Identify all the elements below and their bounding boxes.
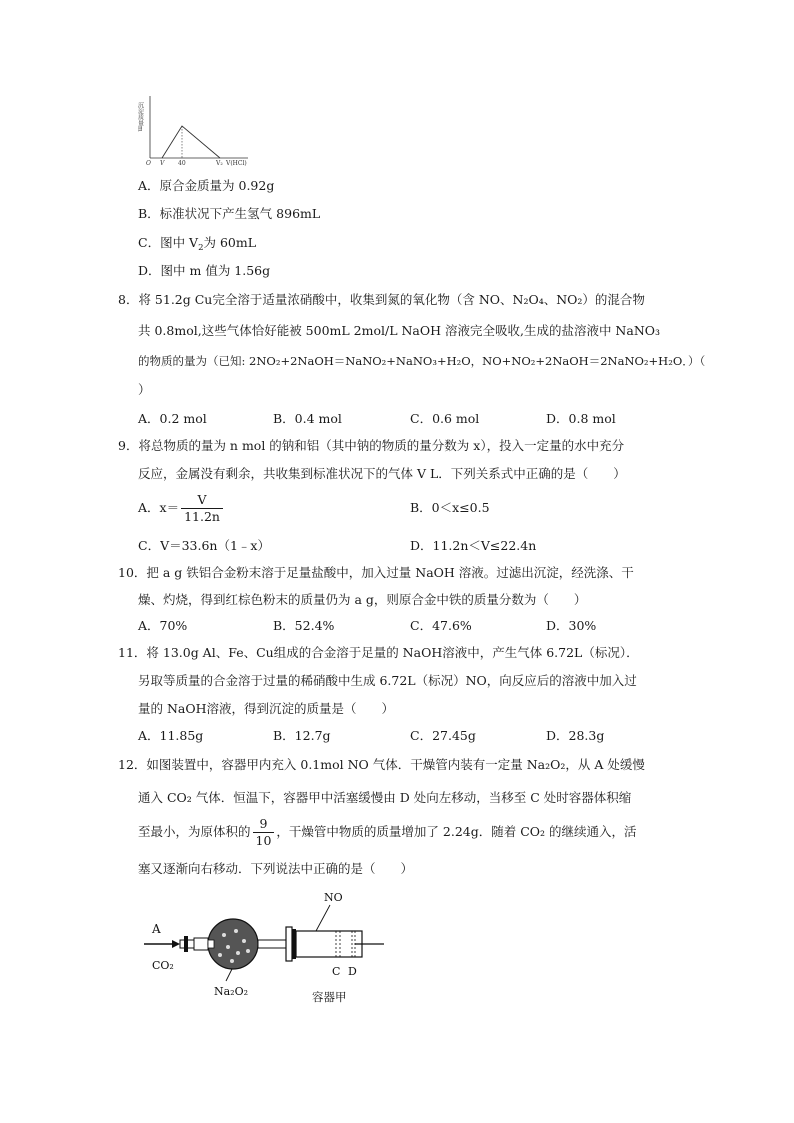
q7-option-c-sub: 2: [198, 243, 204, 253]
q12-fraction-num: 9: [253, 816, 275, 833]
q9-fraction-den: 11.2n: [184, 509, 220, 524]
q10-option-b: B．52.4%: [273, 618, 335, 633]
q11-option-a: A．11.85g: [138, 728, 204, 743]
graph-x-label: V(HCl): [226, 160, 247, 167]
q8-option-a: A．0.2 mol: [138, 411, 207, 426]
q9-option-d: D．11.2n＜V≤22.4n: [410, 538, 537, 553]
apparatus-label-no: NO: [324, 891, 343, 904]
q10-option-c: C．47.6%: [410, 618, 472, 633]
precipitate-graph: [138, 92, 258, 168]
q11-option-d: D．28.3g: [546, 728, 605, 743]
q8-line-4: ）: [138, 382, 151, 397]
graph-tick-v: V: [160, 160, 165, 167]
q7-option-a: A．原合金质量为 0.92g: [138, 178, 275, 193]
q11-option-b: B．12.7g: [273, 728, 331, 743]
q7-option-d: D．图中 m 值为 1.56g: [138, 263, 271, 278]
q7-option-c-pre: C．图中 V: [138, 235, 199, 250]
q9-option-a: [138, 490, 225, 526]
apparatus-caption: 容器甲: [312, 990, 347, 1004]
q12-fraction: [253, 816, 275, 849]
q8-line-3: 的物质的量为（已知: 2NO₂+2NaOH＝NaNO₂+NaNO₃+H₂O，NO+NO₂+2NaOH＝2NaNO₂+H₂O．）（: [138, 354, 706, 368]
q11-line-3: 量的 NaOH溶液，得到沉淀的质量是（ ）: [138, 701, 395, 716]
graph-origin: O: [146, 160, 151, 167]
inlet-arrow: [172, 940, 180, 948]
q11-line-2: 另取等质量的合金溶于过量的稀硝酸中生成 6.72L（标况）NO，向反应后的溶液中加入过: [138, 673, 637, 688]
graph-tick-40: 40: [178, 160, 186, 167]
q10-line-1: 10．把 a g 铁铝合金粉末溶于足量盐酸中，加入过量 NaOH 溶液。过滤出沉淀，经洗涤、干: [118, 565, 634, 580]
q9-line-2: 反应，金属没有剩余，共收集到标准状况下的气体 V L．下列关系式中正确的是（ ）: [138, 466, 626, 481]
apparatus-label-d: D: [348, 965, 357, 978]
graph-y-label: 沉淀质量m: [136, 102, 144, 132]
q12-line-2: 通入 CO₂ 气体．恒温下，容器甲中活塞缓慢由 D 处向左移动，当移至 C 处时容器体积缩: [138, 790, 632, 805]
q11-line-1: 11．将 13.0g Al、Fe、Cu组成的合金溶于足量的 NaOH溶液中，产生气体 6.72L（标况）．: [118, 645, 639, 660]
apparatus-label-co2: CO₂: [152, 959, 174, 972]
apparatus-label-na2o2: Na₂O₂: [214, 985, 249, 998]
q10-option-d: D．30%: [546, 618, 597, 633]
q7-option-c: [138, 234, 256, 252]
q8-line-2: 共 0.8mol,这些气体恰好能被 500mL 2mol/L NaOH 溶液完全吸收,生成的盐溶液中 NaNO₃: [138, 323, 661, 338]
q12-line-4: 塞又逐渐向右移动．下列说法中正确的是（ ）: [138, 861, 414, 876]
q12-line-3-post: ，干燥管中物质的质量增加了 2.24g．随着 CO₂ 的继续通入，活: [276, 824, 637, 839]
q9-line-1: 9．将总物质的量为 n mol 的钠和铝（其中钠的物质的量分数为 x），投入一定量的水中充分: [118, 438, 625, 453]
q12-line-3-pre: 至最小，为原体积的: [138, 824, 251, 839]
apparatus-diagram: [140, 885, 400, 1010]
q12-line-1: 12．如图装置中，容器甲内充入 0.1mol NO 气体．干燥管内装有一定量 Na₂O₂，从 A 处缓慢: [118, 757, 645, 772]
q12-fraction-den: 10: [255, 833, 272, 848]
q9-option-a-pre: A．x＝: [138, 500, 180, 515]
apparatus-label-c: C: [332, 965, 341, 978]
q8-option-c: C．0.6 mol: [410, 411, 480, 426]
q10-option-a: A．70%: [138, 618, 188, 633]
q8-option-d: D．0.8 mol: [546, 411, 616, 426]
q11-option-c: C．27.45g: [410, 728, 476, 743]
q8-line-1: 8．将 51.2g Cu完全溶于适量浓硝酸中，收集到氮的氧化物（含 NO、N₂O₄、NO₂）的混合物: [118, 292, 645, 307]
graph-tick-v2: V₂: [216, 160, 223, 167]
q8-option-b: B．0.4 mol: [273, 411, 342, 426]
q9-option-b: B．0＜x≤0.5: [410, 500, 490, 515]
q10-line-2: 燥、灼烧，得到红棕色粉末的质量仍为 a g，则原合金中铁的质量分数为（ ）: [138, 592, 587, 607]
q9-option-c: C．V＝33.6n（1﹣x）: [138, 538, 270, 553]
apparatus-label-a: A: [152, 922, 161, 936]
q9-fraction: [181, 492, 223, 525]
graph-curve: [162, 126, 220, 158]
q7-option-c-post: 为 60mL: [203, 235, 257, 250]
q7-option-b: B．标准状况下产生氢气 896mL: [138, 206, 321, 221]
q9-fraction-num: V: [181, 492, 223, 509]
q12-line-3: [138, 812, 637, 852]
